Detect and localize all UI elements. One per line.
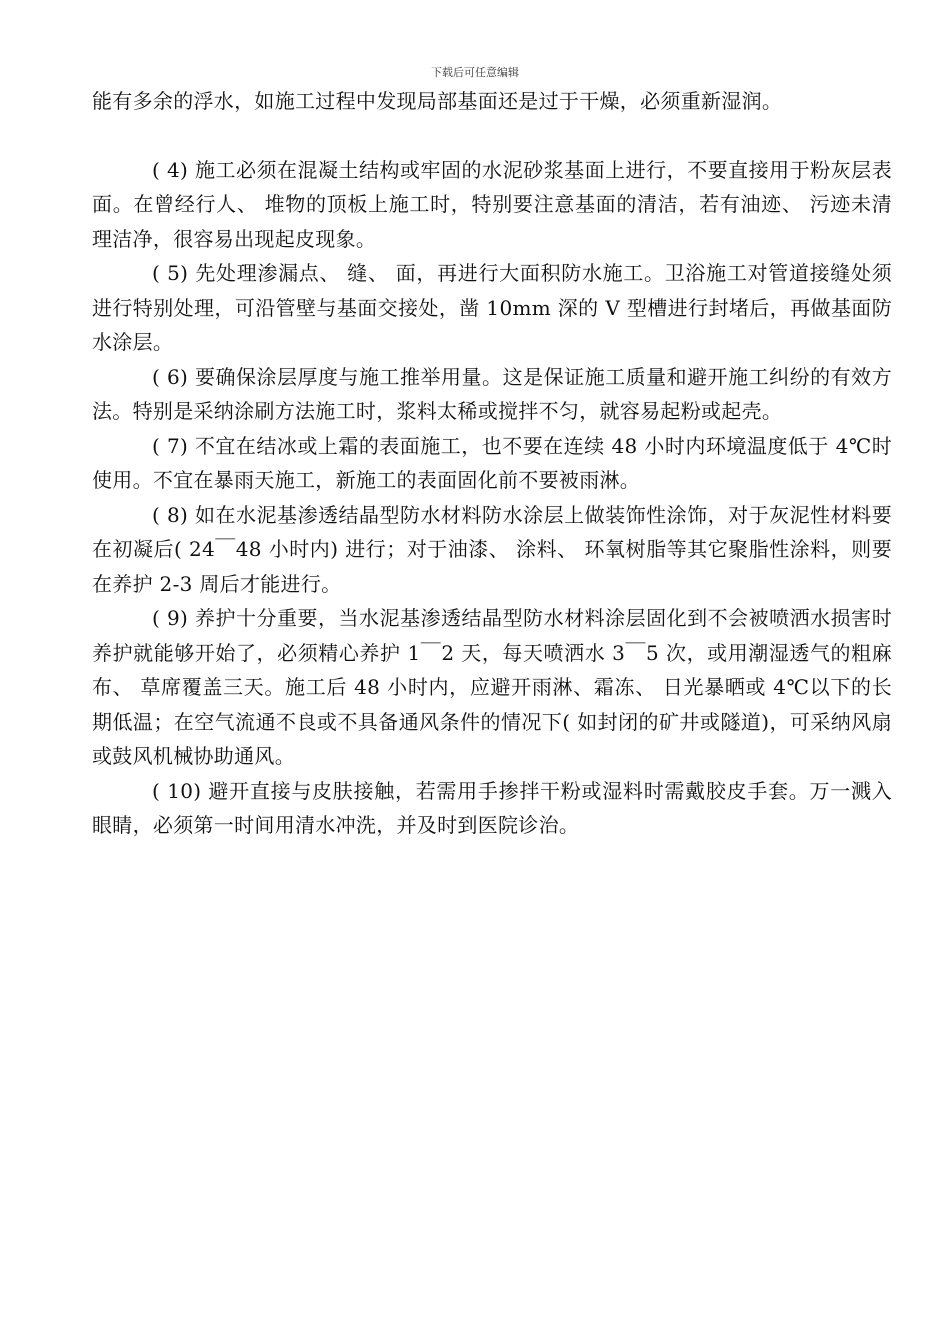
paragraph-item-8: ( 8) 如在水泥基渗透结晶型防水材料防水涂层上做装饰性涂饰，对于灰泥性材料要在初凝后( 24￣48 小时内) 进行；对于油漆、 涂料、 环氧树脂等其它聚脂性涂料，则要在养护 2-3 周后才能进行。 (92, 502, 892, 596)
paragraph-item-4: ( 4) 施工必须在混凝土结构或牢固的水泥砂浆基面上进行，不要直接用于粉灰层表面。在曾经行人、 堆物的顶板上施工时，特别要注意基面的清洁，若有油迹、 污迹未清理洁净，很容易出现起皮现象。 (92, 157, 892, 251)
paragraph-item-7: ( 7) 不宜在结冰或上霜的表面施工，也不要在连续 48 小时内环境温度低于 4℃时使用。不宜在暴雨天施工，新施工的表面固化前不要被雨淋。 (92, 433, 892, 492)
paragraph-item-5: ( 5) 先处理渗漏点、 缝、 面，再进行大面积防水施工。卫浴施工对管道接缝处须进行特别处理，可沿管壁与基面交接处，凿 10mm 深的 V 型槽进行封堵后，再做基面防水涂层。 (92, 261, 892, 354)
page-header: 下载后可任意编辑 (431, 66, 519, 79)
paragraph-item-6: ( 6) 要确保涂层厚度与施工推举用量。这是保证施工质量和避开施工纠纷的有效方法。特别是采纳涂刷方法施工时，浆料太稀或搅拌不匀，就容易起粉或起壳。 (92, 364, 892, 423)
paragraph-item-9: ( 9) 养护十分重要，当水泥基渗透结晶型防水材料涂层固化到不会被喷洒水损害时养护就能够开始了，必须精心养护 1￣2 天，每天喷洒水 3￣5 次，或用潮湿透气的粗麻布、 草席覆盖三天。施工后 48 小时内，应避开雨淋、霜冻、 日光暴晒或 4℃以下的长期低温；在空气流通不良或不具备通风条件的情况下( 如封闭的矿井或隧道)，可采纳风扇或鼓风机械协助通风。 (92, 606, 892, 768)
document-body (92, 84, 892, 843)
paragraph-item-10: ( 10) 避开直接与皮肤接触，若需用手掺拌干粉或湿料时需戴胶皮手套。万一溅入眼睛，必须第一时间用清水冲洗，并及时到医院诊治。 (92, 778, 892, 837)
paragraph-continuation: 能有多余的浮水，如施工过程中发现局部基面还是过于干燥，必须重新湿润。 (92, 89, 783, 113)
